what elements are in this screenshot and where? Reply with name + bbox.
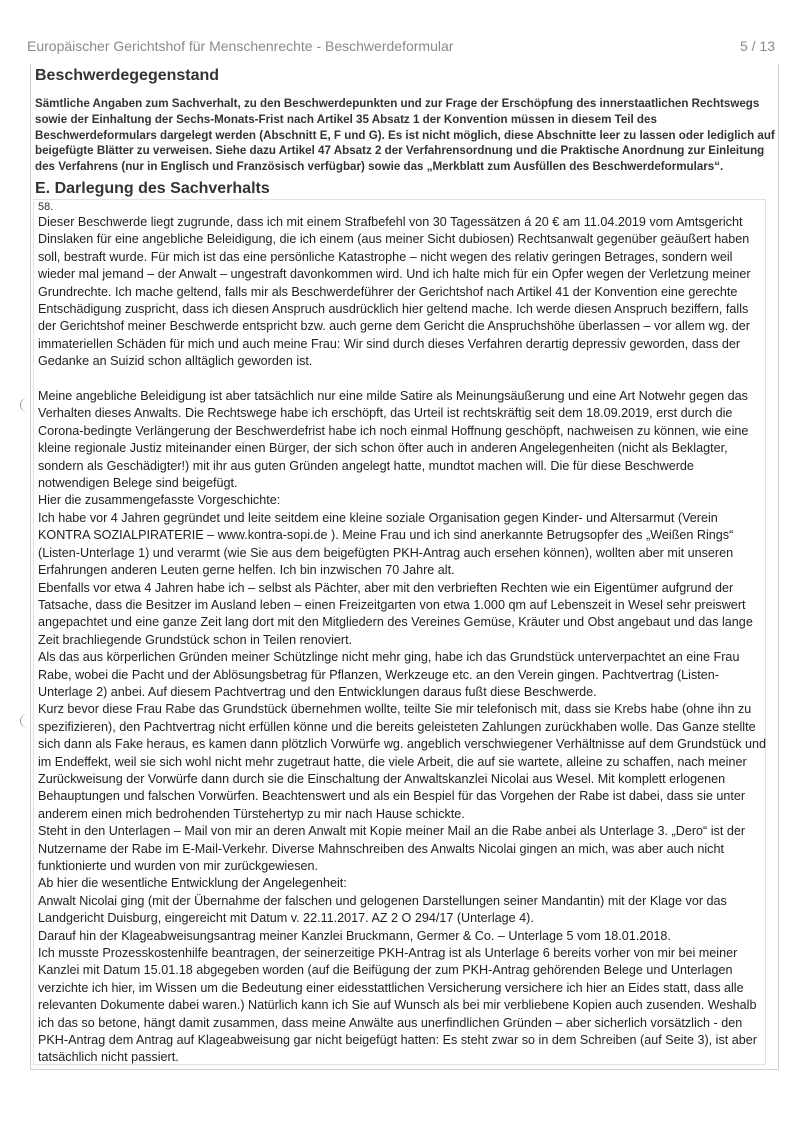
paragraph: Ich musste Prozesskostenhilfe beantragen, der seinerzeitige PKH-Antrag ist als Unterlage 6 bereits vorher von mir bei meiner Kanzlei mit Datum 15.01.18 abgegeben worden (auf die Beifügung der zum PKH-Antrag gehörenden Belege und Unterlagen verzichte ich hier, im Wissen um die Bedeutung einer eidesstattlichen Versicherung versichere ich hier an Eides statt, dass alle relevanten Dokumente dabei waren.) Natürlich kann ich Sie auf Wunsch als bei mir verbliebene Kopien auch zusenden. Weshalb ich das so betone, hängt damit zusammen, dass meine Anwälte aus unerfindlichen Gründen – aber sicherlich vorsätzlich - den PKH-Antrag dem Antrag auf Klageabweisung gar nicht beigefügt hatten: Es steht zwar so in dem Schreiben (auf Seite 3), ist aber tatsächlich nicht passiert. — [38, 946, 757, 1065]
paragraph: Meine angebliche Beleidigung ist aber tatsächlich nur eine milde Satire als Meinungsäußerung und eine Art Notwehr gegen das Verhalten dieses Anwalts. Die Rechtswege habe ich erschöpft, das Urteil ist rechtskräftig seit dem 18.09.2019, erst durch die Corona-bedingte Verlängerung der Beschwerdefrist habe ich noch einmal Hoffnung geschöpft, nachweisen zu können, wie eine kleine regionale Justiz miteinander einen Bürger, der sich schon öfter auch in anderen Angelegenheiten (nicht als Beklagter, sondern als Geschädigter!) mit ihr aus guten Gründen angelegt hatte, mundtot machen will. Die für diese Beschwerde notwendigen Belege sind beigefügt. — [38, 389, 749, 491]
statement-of-facts-text — [38, 214, 768, 1067]
paragraph: Dieser Beschwerde liegt zugrunde, dass ich mit einem Strafbefehl von 30 Tagessätzen á 20 € am 11.04.2019 vom Amtsgericht Dinslaken für eine angebliche Beleidigung, die ich einem (aus meiner Sicht dubiosen) Rechtsanwalt gegenüber geäußert haben soll, bestraft wurde. Für mich ist das eine persönliche Katastrophe – nicht wegen des relativ geringen Betrages, sondern weil wieder mal jemand – der Anwalt – ungestraft davonkommen wird. Und ich halte mich für ein Opfer wegen der Verletzung meiner Grundrechte. Ich mache geltend, falls mir als Beschwerdeführer der Gerichtshof nach Artikel 41 der Konvention eine gerechte Entschädigung zuspricht, dass ich diesen Anspruch ausdrücklich hier geltend mache. Ich werde diesen Anspruch beziffern, falls der Gerichtshof meiner Beschwerde entspricht bzw. auch gerne dem Gericht die Anspruchshöhe überlassen – vor allem wg. der immateriellen Schäden für mich und auch meine Frau: Wir sind durch dieses Verfahren derartig depressiv geworden, dass der Gedanke an Suizid schon alltäglich geworden ist. — [38, 215, 751, 369]
paragraph: Kurz bevor diese Frau Rabe das Grundstück übernehmen wollte, teilte Sie mir telefonisch mit, dass sie Krebs habe (ohne ihn zu spezifizieren), den Pachtvertrag nicht erfüllen könne und die bereits geleisteten Zahlungen zurückhaben wolle. Das Ganze stellte sich dann als Fake heraus, es kamen dann plötzlich Vorwürfe wg. angeblich verschwiegener Verhältnisse auf dem Grundstück und im Endeffekt, weil sie sich wohl nicht mehr zugetraut hatte, die viele Arbeit, die auf sie wartete, alleine zu schaffen, nach meiner Zurückweisung der Vorwürfe dann durch sie die Einschaltung der Anwaltskanzlei Nicolai aus Wesel. Mit komplett erlogenen Behauptungen und falschen Vorwürfen. Beachtenswert und als ein Bespiel für das Vorgehen der Rabe ist dabei, dass sie unter anderem einen mich bedrohenden Türstehertyp zu mir nach Hause schickte. — [38, 702, 767, 821]
paragraph: Anwalt Nicolai ging (mit der Übernahme der falschen und gelogenen Darstellungen seiner Mandantin) mit der Klage vor das Landgericht Duisburg, eingereicht mit Datum v. 22.11.2017. AZ 2 O 294/17 (Unterlage 4). — [38, 893, 727, 926]
form-title: Europäischer Gerichtshof für Menschenrechte - Beschwerdeformular — [27, 38, 454, 54]
page-number: 5 / 13 — [739, 38, 775, 54]
paragraph: Ich habe vor 4 Jahren gegründet und leite seitdem eine kleine soziale Organisation gegen Kinder- und Altersarmut (Verein KONTRA SOZIALPIRATERIE – www.kontra-sopi.de ). Meine Frau und ich sind anerkannte Betrugsopfer des „Weißen Rings“ (Listen-Unterlage 1) und verarmt (wie Sie aus dem beigefügten PKH-Antrag auch ersehen können), wollten aber mit unseren Erfahrungen anderen Leuten gerne helfen. Ich bin inzwischen 70 Jahre alt. — [38, 510, 734, 578]
paragraph: Steht in den Unterlagen – Mail von mir an deren Anwalt mit Kopie meiner Mail an die Rabe anbei als Unterlage 3. „Dero“ ist der Nutzername der Rabe im E-Mail-Verkehr. Diverse Mahnschreiben des Anwalts Nicolai gingen an mich, was aber auch nicht funktionierte und wurden von mir zurückgewiesen. — [38, 824, 746, 874]
section-heading: Beschwerdegegenstand — [35, 67, 220, 84]
punch-hole-mark — [20, 398, 35, 412]
paragraph: Hier die zusammengefasste Vorgeschichte: — [38, 493, 281, 508]
paragraph: Darauf hin der Klageabweisungsantrag meiner Kanzlei Bruckmann, Germer & Co. – Unterlage 5 vom 18.01.2018. — [38, 928, 671, 943]
paragraph: Ebenfalls vor etwa 4 Jahren habe ich – selbst als Pächter, aber mit den verbrieften Rechten wie ein Eigentümer aufgrund der Tatsache, dass die Besitzer im Ausland leben – einen Freizeitgarten von etwa 1.000 qm auf Lebenszeit in Wesel sehr preiswert angepachtet und eine ganze Zeit lang dort mit den Mitgliedern des Vereines Gemüse, Kräuter und Obst angebaut und das lange Zeit brachliegende Grundstück schon in Teilen renoviert. — [38, 580, 753, 647]
section-instructions: Sämtliche Angaben zum Sachverhalt, zu den Beschwerdepunkten und zur Frage der Erschöpfung des innerstaatlichen Rechtswegs sowie der Einhaltung der Sechs-Monats-Frist nach Artikel 35 Absatz 1 der Konvention müssen in diesem Teil des Beschwerdeformulars dargelegt werden (Abschnitt E, F und G). Es ist nicht möglich, diese Abschnitte leer zu lassen oder lediglich auf beigefügte Blätter zu verweisen. Siehe dazu Artikel 47 Absatz 2 der Verfahrensordnung und die Praktische Anordnung zur Einleitung des Verfahrens (nur in Englisch und Französisch verfügbar) sowie das „Merkblatt zum Ausfüllen des Beschwerdeformulars“. — [35, 97, 775, 174]
field-number: 58. — [38, 201, 54, 213]
paragraph: Als das aus körperlichen Gründen meiner Schützlinge nicht mehr ging, habe ich das Grundstück unterverpachtet an eine Frau Rabe, wobei die Pacht und der Ablösungsbetrag für Pflanzen, Werkzeuge etc. an den Verein gingen. Pachtvertrag (Listen-Unterlage 2) anbei. Auf diesem Pachtvertrag und den Entwicklungen daraus fußt diese Beschwerde. — [38, 650, 740, 699]
paragraph: Ab hier die wesentliche Entwicklung der Angelegenheit: — [38, 876, 347, 891]
part-e-heading: E. Darlegung des Sachverhalts — [35, 180, 270, 197]
punch-hole-mark — [20, 714, 35, 728]
